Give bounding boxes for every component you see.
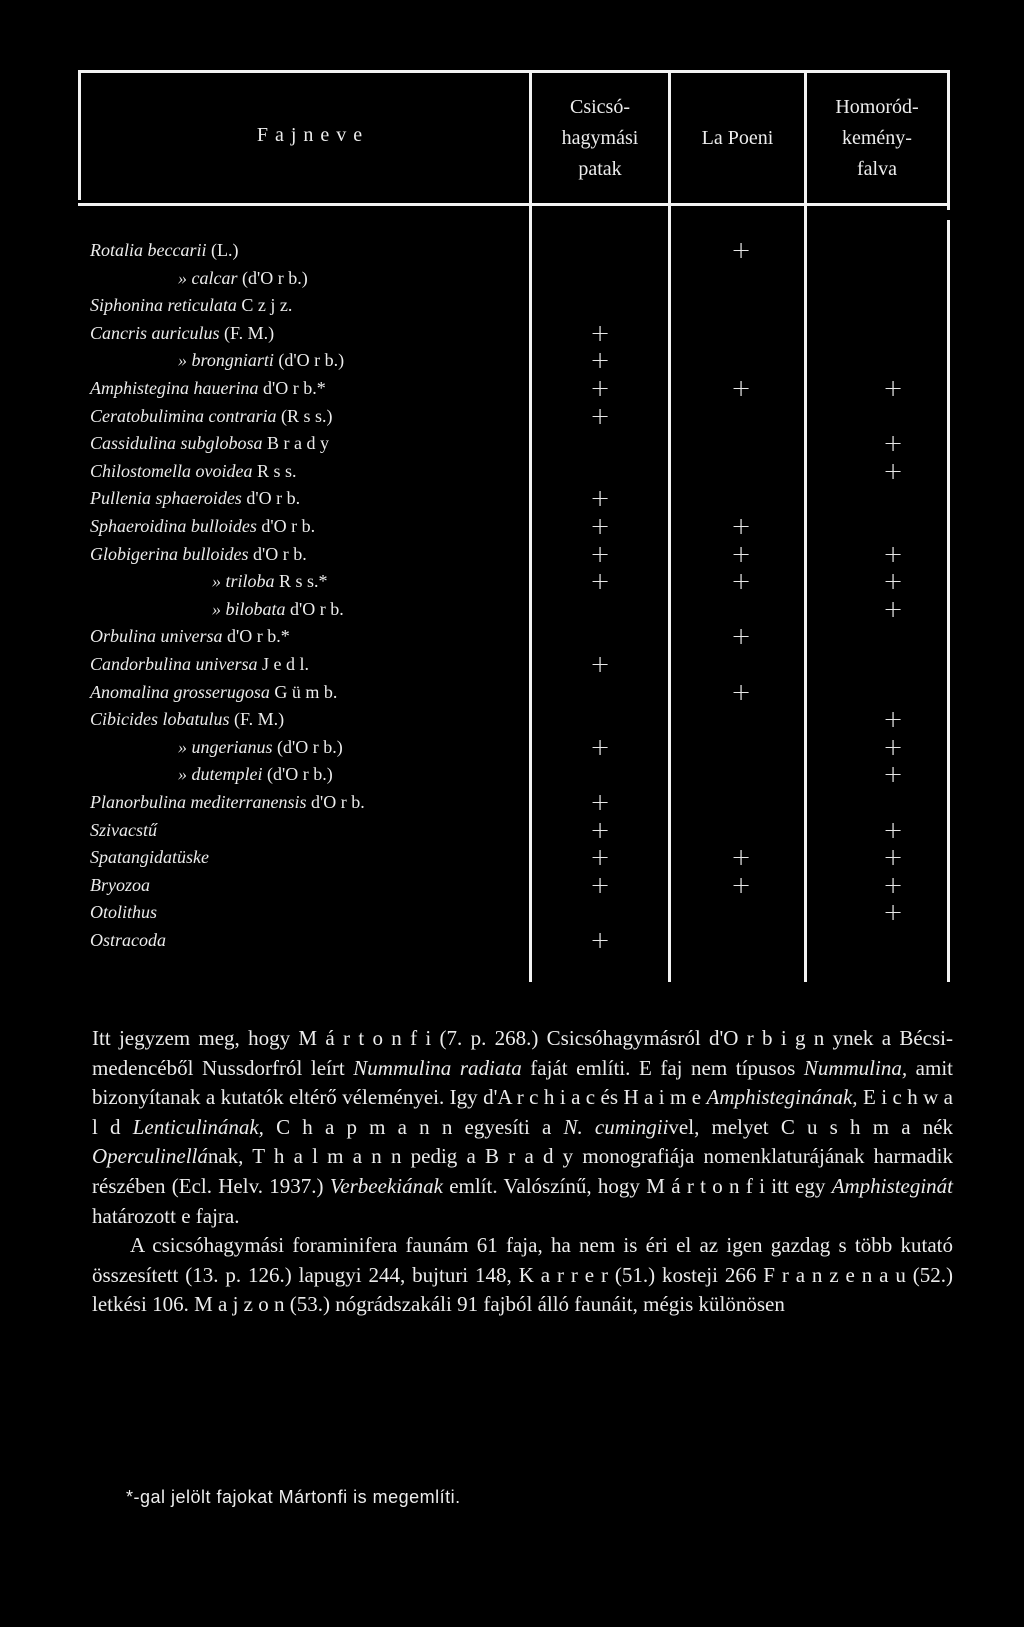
species-epithet: Szivacstű — [90, 819, 157, 840]
species-author: (L.) — [210, 240, 239, 260]
author-name: d'O r b i g n y — [708, 1026, 844, 1050]
paragraph — [92, 1024, 953, 1231]
presence-mark: + — [730, 622, 752, 651]
species-epithet: » bilobata — [212, 598, 286, 619]
text-run: nek a Bécsi-medencéből Nussdorfról leírt — [92, 1026, 953, 1080]
italic-term: Amphisteginának, — [706, 1085, 858, 1110]
species-author: R s s.* — [279, 571, 328, 592]
text-run: (7. p. 268.) Csicsóhagymásról — [431, 1026, 709, 1050]
species-name — [90, 898, 157, 926]
species-author: d'O r b. — [261, 516, 316, 536]
presence-mark: + — [882, 374, 904, 402]
text-run: pedig a — [401, 1144, 486, 1169]
author-name: M a j z o n — [194, 1292, 285, 1317]
table-row — [0, 650, 1024, 678]
italic-term: Operculinellá — [92, 1144, 208, 1169]
author-name: d'A r c h i a c — [483, 1085, 596, 1110]
species-author: d'O r b. — [311, 792, 365, 812]
italic-term: Lenticulinának, — [132, 1114, 264, 1139]
author-name: C u s h m a n — [780, 1114, 934, 1139]
text-run: Itt jegyzem meg, hogy — [92, 1026, 299, 1050]
species-epithet: Sphaeroidina bulloides — [90, 516, 257, 536]
presence-mark: + — [730, 236, 752, 264]
table-row — [0, 457, 1024, 485]
species-name — [178, 264, 308, 292]
table-row — [0, 236, 1024, 264]
header-csicsohagymasi — [532, 92, 668, 185]
species-name — [178, 760, 333, 788]
presence-mark: + — [882, 732, 904, 761]
presence-mark: + — [730, 567, 752, 596]
species-epithet: Otolithus — [90, 902, 158, 923]
table-row — [0, 512, 1024, 540]
table-row — [0, 788, 1024, 816]
species-epithet: Rotalia beccarii — [90, 240, 207, 260]
species-name — [90, 484, 300, 512]
presence-mark: + — [730, 539, 752, 568]
presence-mark: + — [882, 760, 904, 789]
species-author: d'O r b. — [290, 598, 344, 619]
table-row — [0, 622, 1024, 650]
species-author: (F. M.) — [234, 709, 285, 730]
species-name — [90, 622, 290, 650]
text-run: és — [595, 1085, 624, 1110]
italic-term: Nummulina, — [803, 1055, 908, 1080]
species-name — [90, 926, 166, 954]
species-author: d'O r b.* — [227, 626, 290, 647]
species-name — [212, 567, 328, 595]
table-row — [0, 816, 1024, 844]
presence-mark: + — [882, 843, 904, 872]
species-author: (d'O r b.) — [278, 350, 345, 371]
table-row — [0, 374, 1024, 402]
header-col3-line3: falva — [857, 158, 897, 180]
italic-term: Amphisteginát — [831, 1173, 954, 1198]
species-name — [212, 595, 344, 623]
species-name — [90, 402, 333, 430]
species-epithet: Globigerina bulloides — [90, 543, 249, 564]
text-run: (51.) kosteji 266 — [607, 1262, 764, 1287]
presence-mark: + — [589, 732, 611, 761]
species-epithet: Pullenia sphaeroides — [90, 488, 242, 509]
table-row — [0, 760, 1024, 788]
text-run: faját említi. E faj nem típusos — [521, 1055, 804, 1080]
species-author: (R s s.) — [281, 405, 333, 426]
species-name — [90, 291, 292, 319]
table-row — [0, 567, 1024, 595]
species-name — [90, 512, 315, 540]
text-run: itt egy — [764, 1173, 832, 1198]
species-epithet: Planorbulina mediterranensis — [90, 792, 307, 812]
presence-mark: + — [882, 705, 904, 734]
text-run — [264, 1115, 276, 1139]
species-epithet: » brongniarti — [178, 350, 274, 371]
species-name — [90, 705, 284, 733]
table-row — [0, 705, 1024, 733]
presence-mark: + — [882, 898, 904, 927]
table-row — [0, 678, 1024, 706]
species-name — [178, 733, 343, 761]
species-name — [90, 788, 365, 816]
species-author: G ü m b. — [274, 681, 338, 702]
species-author: B r a d y — [267, 433, 330, 454]
presence-mark: + — [882, 594, 904, 623]
species-epithet: » triloba — [212, 571, 275, 592]
presence-mark: + — [589, 512, 611, 540]
table-row — [0, 733, 1024, 761]
italic-term: Nummulina radiata — [353, 1055, 522, 1080]
species-epithet: Amphistegina hauerina — [90, 378, 259, 398]
species-name — [90, 871, 150, 899]
author-name: T h a l m a n n — [252, 1144, 402, 1169]
presence-mark: + — [882, 539, 904, 568]
presence-mark: + — [589, 539, 611, 568]
species-author: (d'O r b.) — [266, 764, 333, 785]
species-epithet: Cassidulina subglobosa — [90, 433, 263, 454]
italic-term: N. cumingii — [563, 1114, 669, 1139]
presence-mark: + — [589, 926, 611, 954]
table-row — [0, 346, 1024, 374]
species-author: R s s. — [256, 460, 297, 481]
header-col3-line1: Homoród- — [835, 96, 919, 118]
text-run: amit bizonyítanak a kutatók eltérő véleményei. Igy — [92, 1055, 953, 1110]
presence-mark: + — [589, 650, 611, 678]
species-epithet: » ungerianus — [178, 736, 273, 757]
text-run: vel, melyet — [668, 1114, 781, 1139]
table-row — [0, 264, 1024, 292]
body-text — [92, 1024, 953, 1320]
species-name — [90, 678, 337, 706]
header-col1-line3: patak — [578, 158, 622, 180]
presence-mark: + — [730, 677, 752, 706]
species-epithet: Ostracoda — [90, 930, 166, 950]
presence-mark: + — [882, 429, 904, 458]
text-run: A csicsóhagymási foraminifera faunám 61 faja, ha nem is éri el az igen gazdag s több kutató összesített (13. p. 126.) lapugyi 244, bujturi 148, — [92, 1233, 953, 1287]
author-name: E i c h w a l d — [92, 1085, 954, 1139]
presence-mark: + — [882, 456, 904, 485]
header-bottom-rule — [78, 203, 950, 206]
table-row — [0, 843, 1024, 871]
footnote: *-gal jelölt fajokat Mártonfi is megemlíti. — [126, 1487, 461, 1507]
presence-mark: + — [882, 815, 904, 844]
species-name — [90, 236, 238, 264]
author-name: H a i m e — [623, 1085, 702, 1110]
text-run: (53.) nógrádszakáli 91 fajból álló faunáit, mégis különösen — [284, 1292, 785, 1317]
species-author: C z j z. — [241, 295, 293, 316]
species-author: (d'O r b.) — [241, 267, 308, 288]
species-author: (F. M.) — [224, 322, 275, 343]
header-homorodkemenyfalva — [807, 92, 947, 185]
species-name — [178, 346, 344, 374]
table-row — [0, 540, 1024, 568]
presence-mark: + — [589, 346, 611, 375]
text-run: ék — [933, 1114, 954, 1139]
author-name: B r a d y — [485, 1144, 574, 1169]
species-author: d'O r b. — [246, 488, 301, 509]
text-run: említ. Valószínű, hogy — [442, 1173, 647, 1198]
species-epithet: Anomalina grosserugosa — [90, 681, 270, 702]
header-col1-line1: Csicsó- — [570, 96, 630, 118]
presence-mark: + — [589, 788, 611, 816]
table-top-rule — [78, 70, 950, 73]
presence-mark: + — [589, 567, 611, 596]
table-row — [0, 898, 1024, 926]
header-col1-line2: hagymási — [561, 127, 639, 149]
table-row — [0, 484, 1024, 512]
presence-mark: + — [730, 843, 752, 872]
species-epithet: Candorbulina universa — [90, 654, 258, 674]
species-epithet: Bryozoa — [90, 874, 150, 895]
author-name: K a r r e r — [518, 1262, 608, 1287]
species-epithet: Orbulina universa — [90, 626, 223, 647]
text-run: (52.) letkési 106. — [92, 1262, 953, 1317]
species-epithet: Spatangidatüske — [90, 847, 209, 868]
species-name — [90, 374, 326, 402]
header-species-name: F a j n e v e — [256, 124, 364, 146]
author-name: M á r t o n f i — [298, 1026, 432, 1050]
header-la-poeni: La Poeni — [701, 127, 774, 149]
presence-mark: + — [589, 401, 611, 430]
paragraph — [92, 1231, 953, 1320]
presence-mark: + — [730, 374, 752, 402]
species-author: d'O r b. — [253, 543, 307, 564]
table-row — [0, 429, 1024, 457]
author-name: F r a n z e n a u — [763, 1262, 906, 1287]
species-epithet: Cibicides lobatulus — [90, 709, 230, 730]
text-run: határozott e fajra. — [92, 1203, 240, 1228]
species-name — [90, 650, 309, 678]
table-row — [0, 319, 1024, 347]
presence-mark: + — [589, 815, 611, 844]
species-epithet: Chilostomella ovoidea — [90, 460, 253, 481]
table-row — [0, 595, 1024, 623]
species-epithet: » dutemplei — [178, 764, 263, 785]
presence-mark: + — [882, 567, 904, 596]
text-run: egyesíti a — [452, 1114, 564, 1139]
table-row — [0, 291, 1024, 319]
species-author: d'O r b.* — [263, 378, 326, 398]
presence-mark: + — [589, 843, 611, 872]
table-row — [0, 926, 1024, 954]
italic-term: Verbeekiának — [329, 1173, 443, 1198]
header-col3-line2: kemény- — [842, 127, 912, 149]
table-row — [0, 871, 1024, 899]
species-epithet: » calcar — [178, 267, 238, 288]
text-run — [121, 1115, 133, 1139]
table-right-border — [947, 70, 950, 210]
presence-mark: + — [589, 484, 611, 513]
author-name: M á r t o n f i — [646, 1173, 765, 1198]
species-name — [90, 843, 209, 871]
species-author: J e d l. — [262, 654, 310, 674]
presence-mark: + — [589, 374, 611, 402]
presence-mark: + — [589, 870, 611, 899]
presence-mark: + — [730, 512, 752, 540]
species-name — [90, 816, 157, 844]
species-name — [90, 540, 307, 568]
text-run: monografiája nomenklaturájának harmadik részében (Ecl. Helv. 1937.) — [92, 1144, 953, 1198]
presence-mark: + — [730, 870, 752, 899]
species-name — [90, 319, 274, 347]
text-run: nak, — [207, 1144, 253, 1169]
species-epithet: Cancris auriculus — [90, 322, 220, 343]
species-name — [90, 429, 329, 457]
species-epithet: Ceratobulimina contraria — [90, 405, 277, 426]
species-name — [90, 457, 297, 485]
table-left-border — [78, 70, 81, 200]
table-row — [0, 402, 1024, 430]
species-epithet: Siphonina reticulata — [90, 295, 237, 316]
presence-mark: + — [882, 870, 904, 899]
author-name: C h a p m a n n — [276, 1114, 453, 1139]
presence-mark: + — [589, 318, 611, 347]
species-author: (d'O r b.) — [277, 736, 343, 757]
